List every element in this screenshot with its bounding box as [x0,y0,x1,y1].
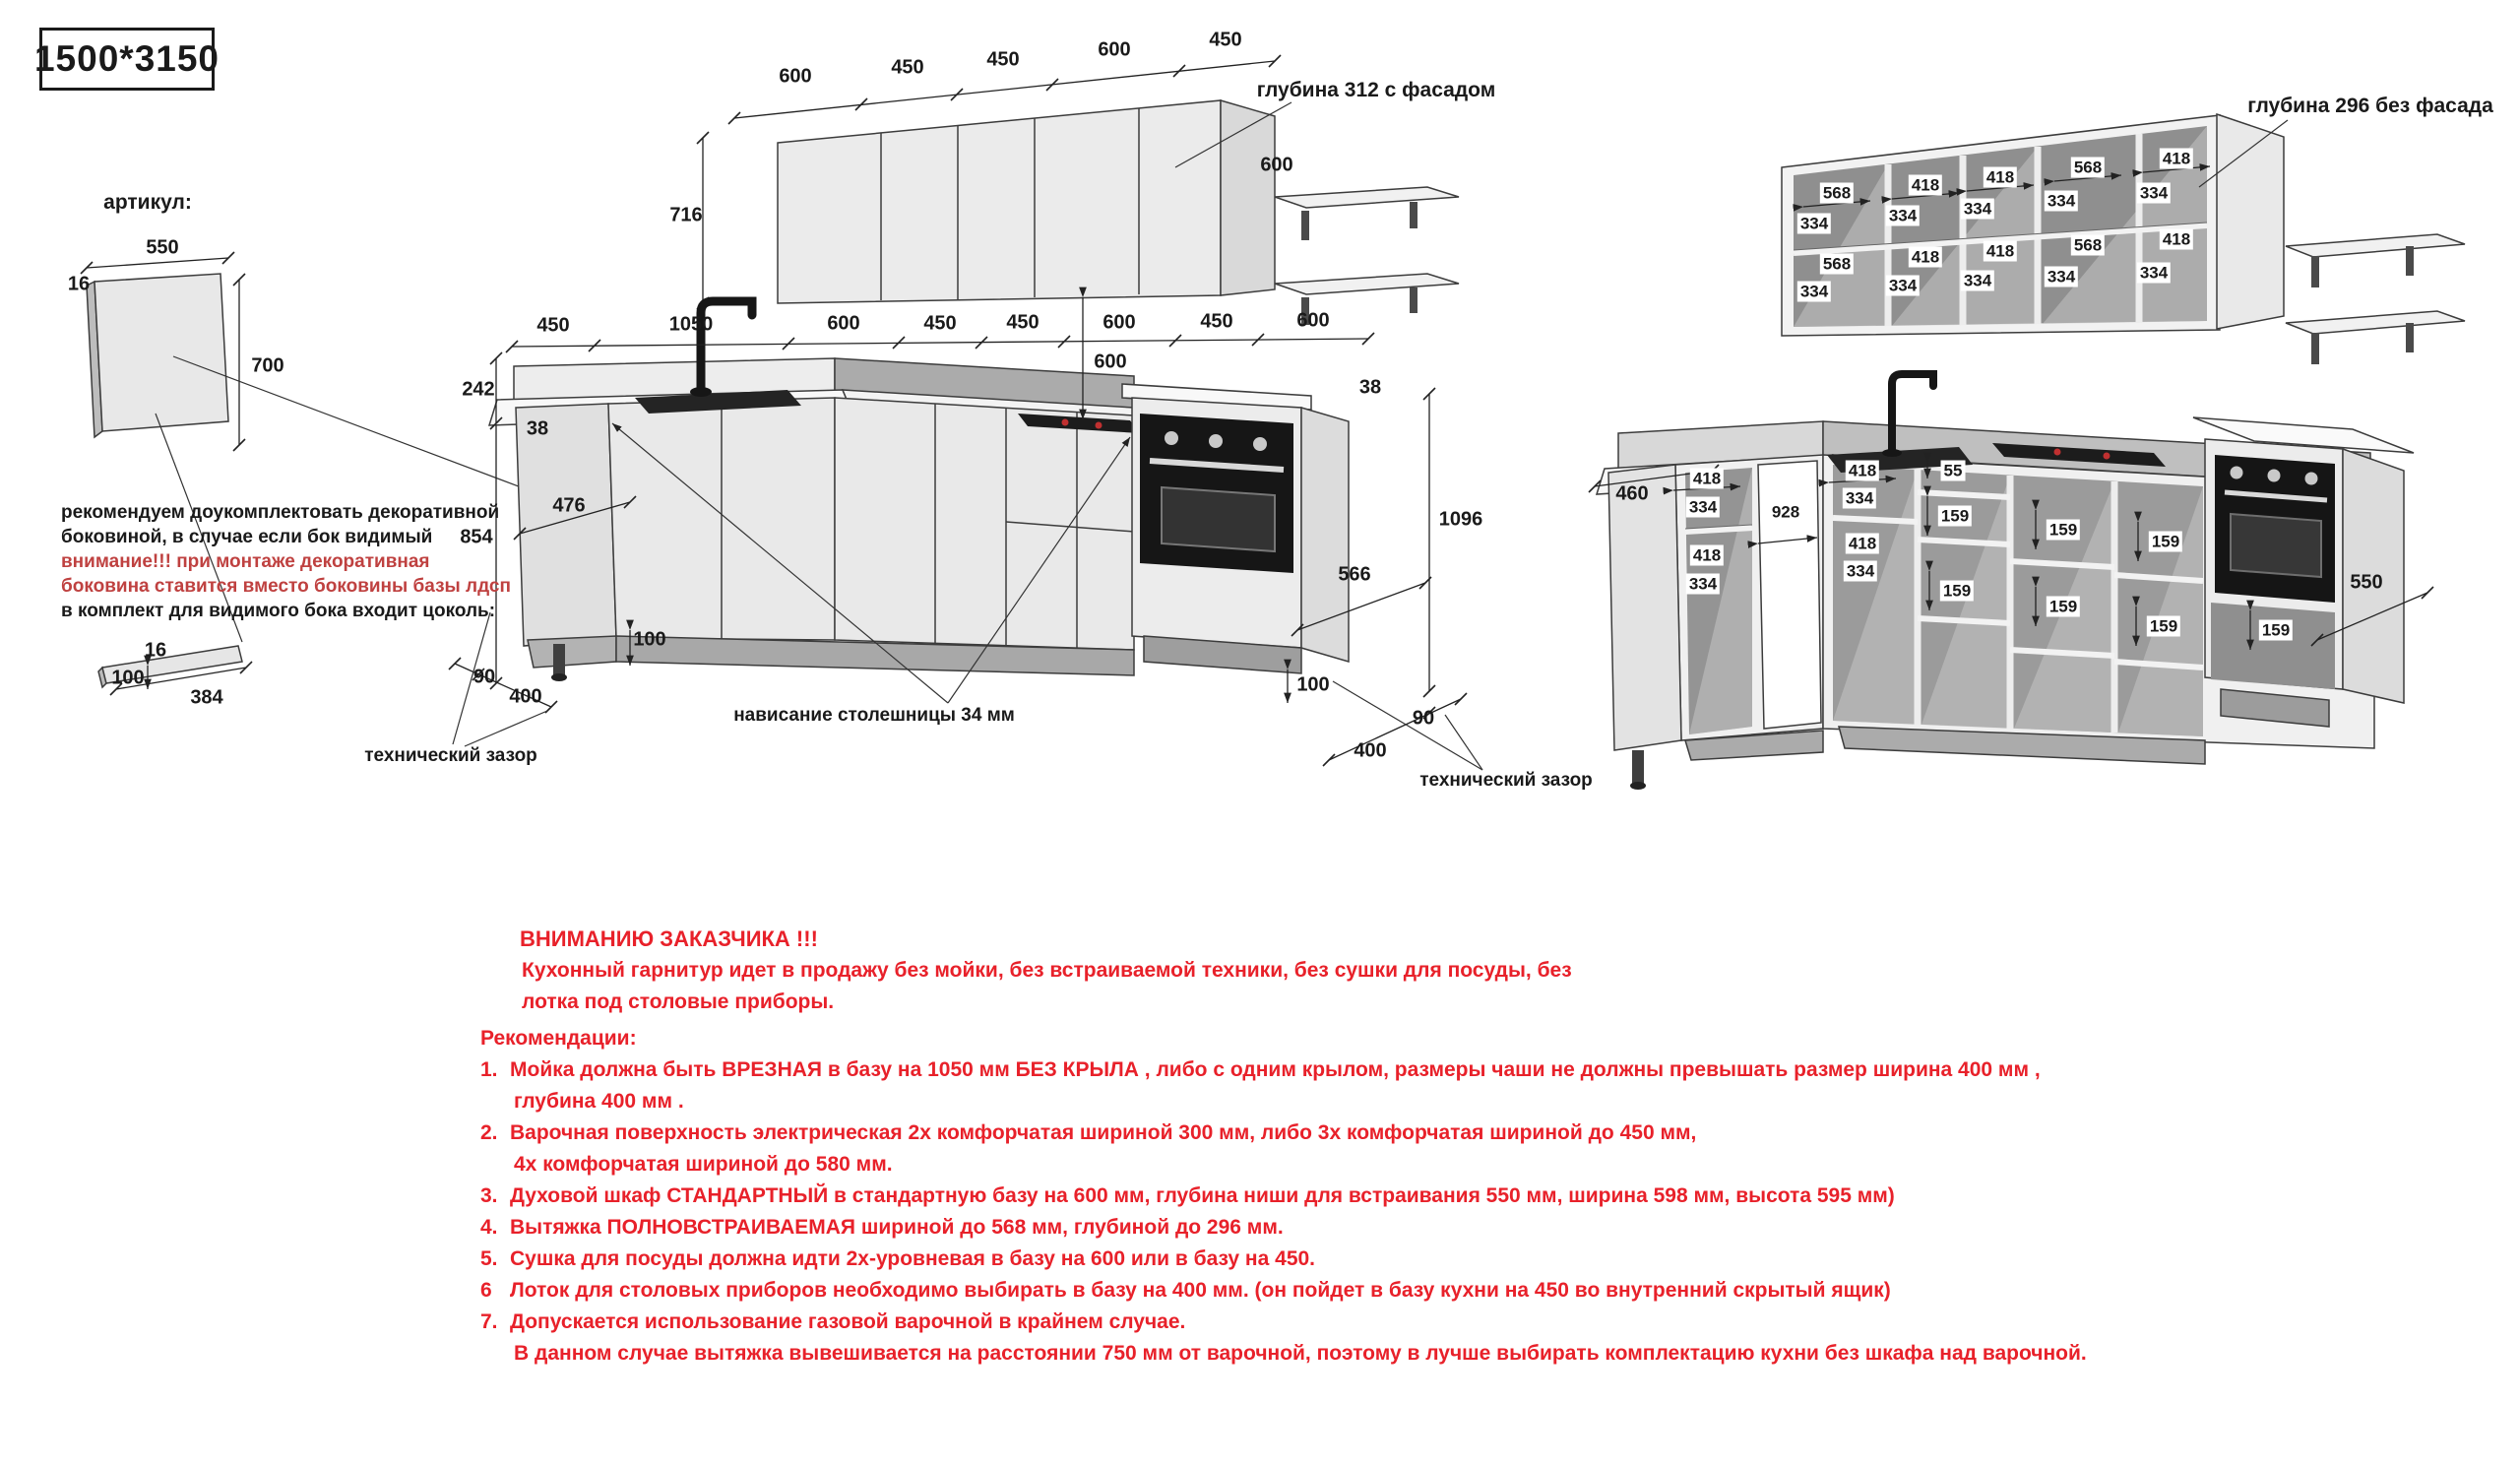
item-text: Вытяжка ПОЛНОВСТРАИВАЕМАЯ шириной до 568 мм, глубиной до 296 мм. [510,1216,1284,1239]
base-dim-1: 1050 [668,313,714,336]
kitchen-size-label [33,28,220,91]
corner-opening-dim: 928 [1769,502,1802,523]
item-number: 4. [480,1216,498,1239]
side-depth-dim: 476 [552,494,586,517]
shelf-width-dim: 600 [1260,154,1293,176]
wall-shelf [2286,234,2465,287]
base-dim-4: 450 [1006,311,1040,334]
tech-gap-left-label: технический зазор [364,745,537,766]
base-bay2-height-top: 334 [1843,488,1876,509]
panel-thickness-dim: 16 [67,273,91,295]
upper-dim-0: 600 [779,65,812,88]
recommendation-item [480,1180,2311,1212]
wall-bay2-height-bot: 334 [1886,276,1920,296]
gap-dim: 600 [1094,351,1127,373]
base-bay1-width-top: 418 [1690,469,1724,489]
upper-dim-4: 450 [1209,29,1242,51]
side-panel-note [61,500,511,623]
base-bay2-height-bot: 334 [1844,561,1877,582]
gap-right-dim-1: 90 [1412,707,1435,730]
base-bay3-shelf-dim-1: 159 [1938,506,1972,527]
item-number: 7. [480,1310,498,1333]
iso-wall-cabinets [1782,114,2465,364]
iso-left-depth-dim: 460 [1615,482,1649,505]
wall-bay2-width-bot: 418 [1909,247,1942,268]
wall-bay3-width-top: 418 [1984,167,2017,188]
base-bay2-width-top: 418 [1846,461,1879,481]
wall-bay4-height-top: 334 [2045,191,2078,212]
attention-title: ВНИМАНИЮ ЗАКАЗЧИКА !!! [520,926,818,951]
upper-height-dim: 716 [669,204,703,226]
upper-dim-1: 450 [891,56,924,79]
item-number: 1. [480,1058,498,1081]
plinth-height-dim: 100 [111,667,145,689]
wall-shelf [2286,311,2465,364]
wall-bay3-width-bot: 418 [1984,241,2017,262]
note-line: рекомендуем доукомплектовать декоративной [61,502,500,523]
gap-right-dim-2: 400 [1354,739,1387,762]
note-line-warning: внимание!!! при монтаже декоративная [61,551,430,572]
plinth-thickness-dim: 16 [144,639,167,662]
base-bay4-shelf-dim-1: 159 [2047,520,2080,541]
item-text: Мойка должна быть ВРЕЗНАЯ в базу на 1050 мм БЕЗ КРЫЛА , либо с одним крылом, размеры чаши не должны превышать размер ширина 400 мм , [510,1058,2041,1081]
wall-bay5-width-top: 418 [2160,149,2193,169]
wall-bay1-height-bot: 334 [1797,282,1831,302]
wall-bay4-width-top: 568 [2071,158,2105,178]
recommendation-item [480,1212,2311,1244]
panel-height-dim: 700 [251,354,284,377]
item-text: Сушка для посуды должна идти 2х-уровневая в базу на 600 или в базу на 450. [510,1247,1316,1270]
recommendation-item [480,1244,2311,1275]
recommendation-item [480,1117,2311,1149]
recommendation-item [480,1275,2311,1307]
note-line: боковиной, в случае если бок видимый [61,527,433,547]
iso-right-depth-dim: 550 [2350,571,2383,594]
panel-width-dim: 550 [146,236,179,259]
plinth-right-dim: 100 [1296,673,1330,696]
wall-bay5-width-bot: 418 [2160,229,2193,250]
item-text: Духовой шкаф СТАНДАРТНЫЙ в стандартную базу на 600 мм, глубина ниши для встраивания 550 мм, ширина 598 мм, высота 595 мм) [510,1184,1895,1207]
base-bay4-shelf-dim-2: 159 [2047,597,2080,617]
note-line-warning: боковина ставится вместо боковины базы лдсп [61,576,511,597]
item-continuation: В данном случае вытяжка вывешивается на расстоянии 750 мм от варочной, поэтому в лучше выбирать комплектацию кухни без шкафа над варочной. [514,1342,2087,1365]
wall-bay2-width-top: 418 [1909,175,1942,196]
base-bay1-height-bot: 334 [1686,574,1720,595]
base-bay1-width-bot: 418 [1690,545,1724,566]
wall-bay1-height-top: 334 [1797,214,1831,234]
upper-depth-note: глубина 312 с фасадом [1256,79,1496,101]
item-number: 6 [480,1279,492,1302]
recommendations-title: Рекомендации: [480,1027,637,1050]
end-depth-dim: 566 [1338,563,1371,586]
wall-bay4-height-bot: 334 [2045,267,2078,287]
item-continuation: глубина 400 мм . [514,1090,684,1113]
item-text: Лоток для столовых приборов необходимо выбирать в базу на 400 мм. (он пойдет в базу кухни на 450 во внутренний скрытый ящик) [510,1279,1891,1302]
wall-bay5-height-top: 334 [2137,183,2171,204]
wall-bay3-height-top: 334 [1961,199,1994,220]
upper-dim-2: 450 [986,48,1020,71]
base-dim-2: 600 [827,312,860,335]
wall-bay1-width-top: 568 [1820,183,1854,204]
item-continuation: 4х комфорчатая шириной до 580 мм. [514,1153,893,1176]
item-text: Допускается использование газовой варочной в крайнем случае. [510,1310,1186,1333]
worktop-left-dim: 38 [526,417,549,440]
tech-gap-right-label: технический зазор [1419,770,1593,791]
attention-line: лотка под столовые приборы. [522,990,835,1013]
base-bay2-width-bot: 418 [1846,534,1879,554]
base-dim-7: 600 [1296,309,1330,332]
upper-dim-3: 600 [1098,38,1131,61]
size-text: 1500*3150 [33,38,220,79]
wall-shelf [1275,187,1459,240]
total-height-dim: 1096 [1438,508,1483,531]
wall-bay5-height-bot: 334 [2137,263,2171,284]
wall-bay1-width-bot: 568 [1820,254,1854,275]
base-bay3-gap-dim: 55 [1941,461,1966,481]
base-dim-5: 600 [1102,311,1136,334]
item-number: 2. [480,1121,498,1144]
artikul-label: артикул: [103,191,192,214]
base-bay6-shelf-dim: 159 [2259,620,2293,641]
gap-left-dim-2: 400 [509,685,542,708]
wall-bay2-height-top: 334 [1886,206,1920,226]
plinth-left-dim: 100 [633,628,666,651]
base-dim-0: 450 [536,314,570,337]
base-bay5-shelf-dim-2: 159 [2147,616,2180,637]
base-cabinets [449,297,1482,770]
plinth-length-dim: 384 [190,686,223,709]
item-number: 5. [480,1247,498,1270]
base-bay3-shelf-dim-2: 159 [1940,581,1974,602]
overhang-note: нависание столешницы 34 мм [733,705,1015,726]
base-dim-3: 450 [923,312,957,335]
note-line: в комплект для видимого бока входит цоколь: [61,601,496,621]
item-text: Варочная поверхность электрическая 2х комфорчатая шириной 300 мм, либо 3х комфорчатая шириной до 450 мм, [510,1121,1697,1144]
gap-left-dim-1: 90 [472,666,496,688]
recommendation-item [480,1307,2311,1338]
base-height-dim: 854 [460,526,493,548]
attention-line: Кухонный гарнитур идет в продажу без мойки, без встраиваемой техники, без сушки для посуды, без [522,959,1572,982]
iso-depth-note: глубина 296 без фасада [2247,95,2493,117]
wall-bay4-width-bot: 568 [2071,235,2105,256]
base-bay1-height-top: 334 [1686,497,1720,518]
wall-bay3-height-bot: 334 [1961,271,1994,291]
recommendation-item [480,1054,2311,1086]
base-bay5-shelf-dim-1: 159 [2149,532,2182,552]
worktop-right-dim: 38 [1358,376,1382,399]
base-dim-6: 450 [1200,310,1233,333]
item-number: 3. [480,1184,498,1207]
oven-housing [1122,384,1349,673]
backsplash-dim: 242 [462,378,495,401]
customer-notes [480,924,2311,1370]
